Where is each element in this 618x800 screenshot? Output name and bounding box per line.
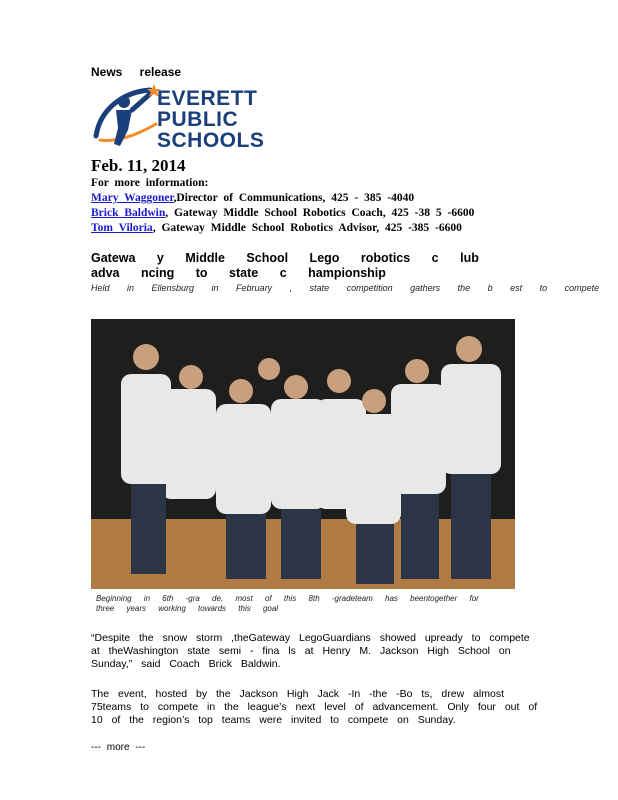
photo-caption: Beginning in 6th -gra de, most of this 8th -gradeteam has beentogether for three years working towards this goal (96, 594, 479, 613)
contact-link[interactable]: Tom Viloria (91, 222, 153, 234)
contact-link[interactable]: Mary Waggoner (91, 192, 174, 204)
subheadline: Held in Ellensburg in February , state competition gathers the b est to compete (91, 283, 600, 293)
team-photo (91, 319, 515, 589)
contact-link[interactable]: Brick Baldwin (91, 207, 166, 219)
more-indicator: --- more --- (91, 742, 146, 753)
team-photo-image (91, 319, 515, 589)
more-info-label: For more information: (91, 177, 209, 189)
contact-row: Tom Viloria, Gateway Middle School Robotics Advisor, 425 -385 -6600 (91, 222, 462, 234)
contact-row: Mary Waggoner,Director of Communications, 425 - 385 -4040 (91, 192, 415, 204)
body-paragraph: “Despite the snow storm ,theGateway LegoGuardians showed upready to compete at theWashington state semi - fina ls at Henry M. Jackson High School on Sunday,” said Coach Brick Baldwin. (91, 632, 530, 670)
body-paragraph: The event, hosted by the Jackson High Jack -In -the -Bo ts, drew almost 75teams to compete in the league’s next level of advancement. Only four out of 10 of the region’s top teams were invited to compete on Sunday. (91, 688, 538, 726)
news-release-label: News release (91, 65, 182, 79)
contact-row: Brick Baldwin, Gateway Middle School Robotics Coach, 425 -38 5 -6600 (91, 207, 475, 219)
logo-figure-icon (92, 80, 162, 154)
release-date: Feb. 11, 2014 (91, 156, 186, 175)
headline: Gatewa y Middle School Lego robotics c lub adva ncing to state c hampionship (91, 251, 479, 280)
logo-wordmark: EVERETT PUBLIC SCHOOLS (157, 87, 265, 152)
